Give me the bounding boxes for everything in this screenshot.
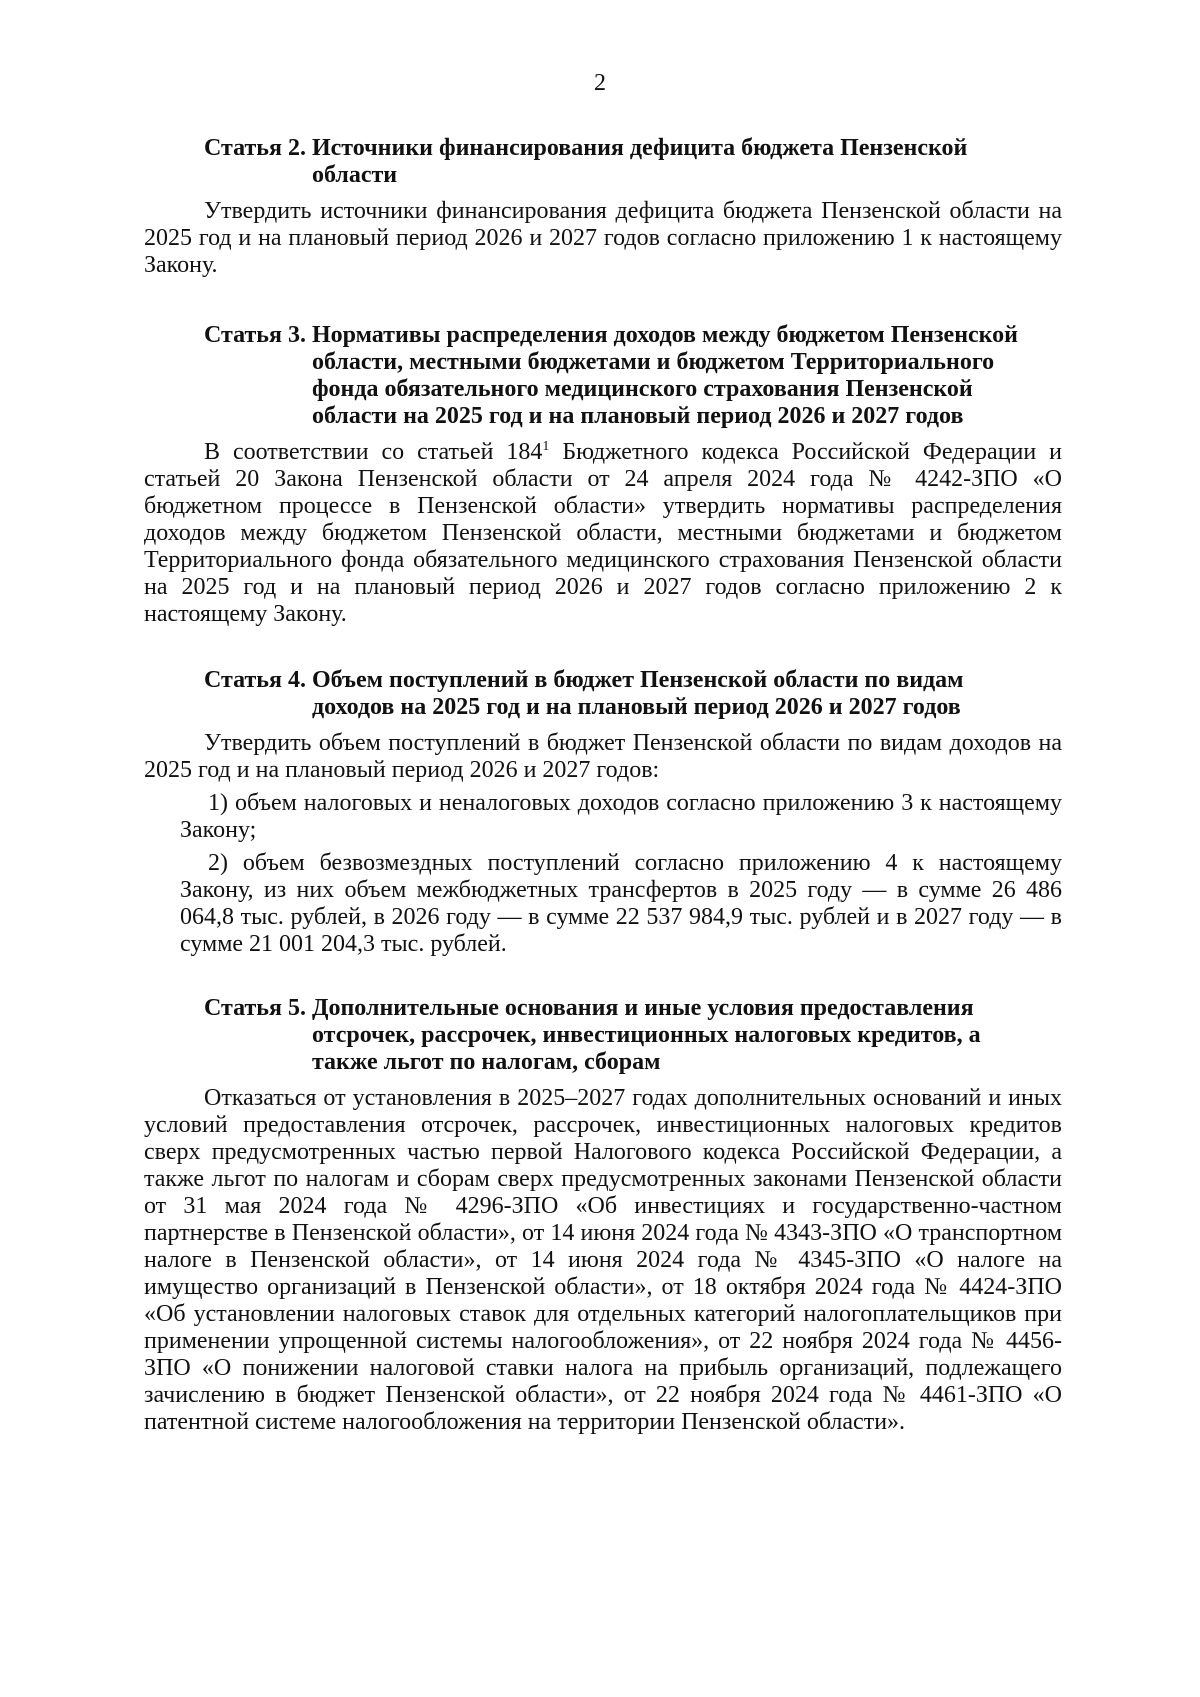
- article-2-label: Статья 2.: [204, 135, 312, 161]
- article-3-label: Статья 3.: [204, 322, 312, 348]
- article-5-title-line: отсрочек, рассрочек, инвестиционных налоговых кредитов, а: [311, 1022, 981, 1048]
- article-3-title-line: области на 2025 год и на плановый период 2026 и 2027 годов: [311, 403, 964, 429]
- article-3-title-line: Нормативы распределения доходов между бюджетом Пензенской: [311, 322, 1019, 348]
- article-4-label: Статья 4.: [204, 667, 312, 693]
- article-4-item-1: 1) объем налоговых и неналоговых доходов согласно приложению 3 к настоящему Закону;: [180, 790, 1062, 843]
- article-5: [144, 995, 1062, 1436]
- article-2-text: Утвердить источники финансирования дефицита бюджета Пензенской области на 2025 год и на плановый период 2026 и 2027 годов согласно приложению 1 к настоящему Закону.: [144, 198, 1062, 278]
- article-4-title-line: доходов на 2025 год и на плановый период 2026 и 2027 годов: [311, 694, 961, 720]
- article-3-text-end: Бюджетного кодекса Российской Федерации и статьей 20 Закона Пензенской области от 24 апреля 2024 года № 4242-ЗПО «О бюджетном процессе в Пензенской области» утвердить нормативы распределения доходов между бюджетом Пензенской области, местными бюджетами и бюджетом Территориального фонда обязательного медицинского страхования Пензенской области на 2025 год и на плановый период 2026 и 2027 годов согласно приложению 2 к настоящему Закону.: [144, 439, 1063, 627]
- article-3-title: [312, 322, 1062, 430]
- article-5-title: [312, 995, 1062, 1076]
- article-5-heading: [144, 995, 1062, 1076]
- article-3-title-line: фонда обязательного медицинского страхования Пензенской: [311, 376, 973, 402]
- article-5-title-line: также льгот по налогам, сборам: [311, 1049, 661, 1075]
- article-2-title-line: Источники финансирования дефицита бюджета Пензенской: [311, 135, 968, 161]
- page-number: 2: [594, 70, 606, 96]
- article-5-text: Отказаться от установления в 2025–2027 годах дополнительных оснований и иных условий предоставления отсрочек, рассрочек, инвестиционных налоговых кредитов сверх предусмотренных частью первой Налогового кодекса Российской Федерации, а также льгот по налогам и сборам сверх предусмотренных законами Пензенской области от 31 мая 2024 года № 4296-ЗПО «Об инвестициях и государственно-частном партнерстве в Пензенской области», от 14 июня 2024 года № 4343-ЗПО «О транспортном налоге в Пензенской области», от 14 июня 2024 года № 4345-ЗПО «О налоге на имущество организаций в Пензенской области», от 18 октября 2024 года № 4424-ЗПО «Об установлении налоговых ставок для отдельных категорий налогоплательщиков при применении упрощенной системы налогообложения», от 22 ноября 2024 года № 4456-ЗПО «О понижении налоговой ставки налога на прибыль организаций, подлежащего зачислению в бюджет Пензенской области», от 22 ноября 2024 года № 4461-ЗПО «О патентной системе налогообложения на территории Пензенской области».: [144, 1085, 1062, 1435]
- article-4-title: [312, 667, 1062, 721]
- article-2-heading: [144, 135, 1062, 189]
- article-5-title-line: Дополнительные основания и иные условия предоставления: [311, 995, 974, 1021]
- article-3-title-line: области, местными бюджетами и бюджетом Территориального: [311, 349, 995, 375]
- article-3-heading: [144, 322, 1062, 430]
- article-3: [144, 322, 1062, 628]
- article-5-label: Статья 5.: [204, 995, 312, 1021]
- article-2: [144, 135, 1062, 279]
- article-4: [144, 667, 1062, 958]
- article-3-text-start: В соответствии со статьей 184: [204, 439, 543, 465]
- article-4-title-line: Объем поступлений в бюджет Пензенской области по видам: [311, 667, 964, 693]
- article-4-item-2: 2) объем безвозмездных поступлений согласно приложению 4 к настоящему Закону, из них объем межбюджетных трансфертов в 2025 году — в сумме 26 486 064,8 тыс. рублей, в 2026 году — в сумме 22 537 984,9 тыс. рублей и в 2027 году — в сумме 21 001 204,3 тыс. рублей.: [180, 850, 1062, 957]
- article-2-title: [312, 135, 1062, 189]
- article-3-superscript: 1: [542, 439, 550, 454]
- article-4-text: Утвердить объем поступлений в бюджет Пензенской области по видам доходов на 2025 год и на плановый период 2026 и 2027 годов:: [144, 730, 1062, 783]
- article-3-text: [144, 439, 1062, 628]
- article-2-title-line: области: [311, 162, 398, 188]
- article-4-heading: [144, 667, 1062, 721]
